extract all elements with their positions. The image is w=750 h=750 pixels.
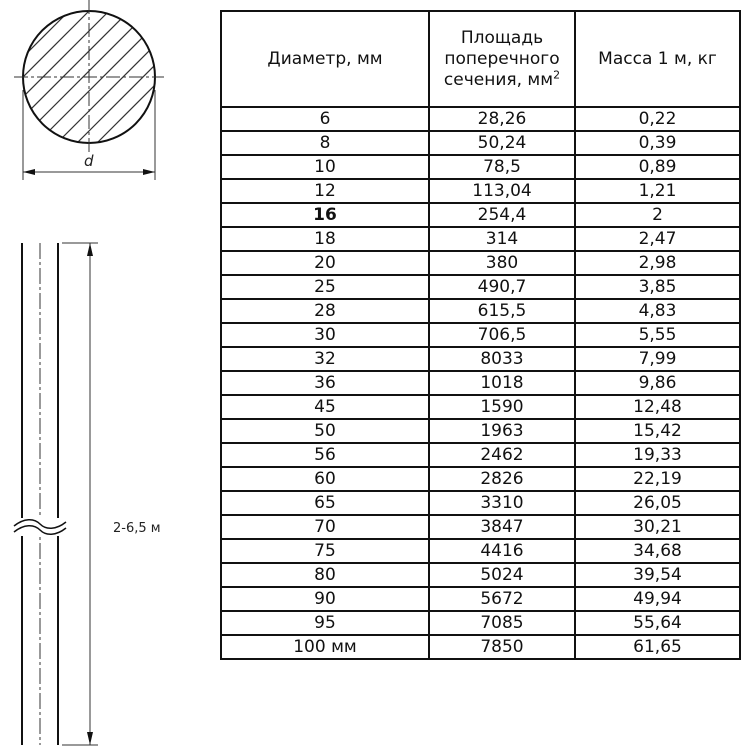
technical-drawing xyxy=(0,0,215,750)
mass-cell: 0,22 xyxy=(575,107,740,131)
length-arrow-top xyxy=(87,243,93,256)
table-row xyxy=(221,179,740,203)
table-row xyxy=(221,587,740,611)
mass-cell: 0,89 xyxy=(575,155,740,179)
area-cell: 615,5 xyxy=(429,299,575,323)
break-gap xyxy=(10,518,72,536)
mass-cell: 26,05 xyxy=(575,491,740,515)
area-cell: 8033 xyxy=(429,347,575,371)
table-header-row xyxy=(221,11,740,107)
diameter-cell: 65 xyxy=(221,491,429,515)
mass-cell: 7,99 xyxy=(575,347,740,371)
mass-cell: 5,55 xyxy=(575,323,740,347)
mass-cell: 22,19 xyxy=(575,467,740,491)
area-cell: 50,24 xyxy=(429,131,575,155)
area-cell: 314 xyxy=(429,227,575,251)
mass-cell: 39,54 xyxy=(575,563,740,587)
diameter-cell: 20 xyxy=(221,251,429,275)
mass-cell: 55,64 xyxy=(575,611,740,635)
table-row xyxy=(221,107,740,131)
table-row xyxy=(221,563,740,587)
length-arrow-bottom xyxy=(87,732,93,745)
table-row xyxy=(221,539,740,563)
area-cell: 1590 xyxy=(429,395,575,419)
table-row xyxy=(221,395,740,419)
table-row xyxy=(221,443,740,467)
mass-cell: 0,39 xyxy=(575,131,740,155)
diameter-symbol: d xyxy=(84,152,94,170)
header-area-text: Площадь поперечного сечения, мм xyxy=(443,27,560,90)
area-cell: 3847 xyxy=(429,515,575,539)
diameter-cell: 75 xyxy=(221,539,429,563)
diameter-cell: 28 xyxy=(221,299,429,323)
dimension-arrow-right xyxy=(143,169,155,175)
diameter-cell: 100 мм xyxy=(221,635,429,659)
mass-cell: 9,86 xyxy=(575,371,740,395)
diameter-cell: 32 xyxy=(221,347,429,371)
table-body xyxy=(221,107,740,659)
diameter-cell: 95 xyxy=(221,611,429,635)
diameter-cell: 45 xyxy=(221,395,429,419)
area-cell: 490,7 xyxy=(429,275,575,299)
table-row xyxy=(221,227,740,251)
mass-cell: 2 xyxy=(575,203,740,227)
diameter-cell: 60 xyxy=(221,467,429,491)
area-cell: 1018 xyxy=(429,371,575,395)
table-row xyxy=(221,515,740,539)
diameter-cell: 90 xyxy=(221,587,429,611)
area-cell: 706,5 xyxy=(429,323,575,347)
header-diameter: Диаметр, мм xyxy=(221,11,429,107)
mass-cell: 12,48 xyxy=(575,395,740,419)
area-cell: 7850 xyxy=(429,635,575,659)
area-cell: 5024 xyxy=(429,563,575,587)
area-cell: 1963 xyxy=(429,419,575,443)
diameter-cell: 8 xyxy=(221,131,429,155)
mass-cell: 61,65 xyxy=(575,635,740,659)
mass-cell: 2,98 xyxy=(575,251,740,275)
area-cell: 254,4 xyxy=(429,203,575,227)
mass-cell: 3,85 xyxy=(575,275,740,299)
header-mass: Масса 1 м, кг xyxy=(575,11,740,107)
header-area xyxy=(429,11,575,107)
area-cell: 3310 xyxy=(429,491,575,515)
diameter-cell: 30 xyxy=(221,323,429,347)
area-cell: 7085 xyxy=(429,611,575,635)
diameter-cell: 70 xyxy=(221,515,429,539)
header-area-superscript: 2 xyxy=(553,67,561,81)
area-cell: 28,26 xyxy=(429,107,575,131)
table-row xyxy=(221,635,740,659)
table-row xyxy=(221,371,740,395)
mass-cell: 1,21 xyxy=(575,179,740,203)
table-row xyxy=(221,275,740,299)
diameter-cell: 80 xyxy=(221,563,429,587)
diameter-cell: 16 xyxy=(221,203,429,227)
cross-section-view xyxy=(0,0,215,220)
table-row xyxy=(221,131,740,155)
area-cell: 113,04 xyxy=(429,179,575,203)
dimension-arrow-left xyxy=(23,169,35,175)
diameter-cell: 18 xyxy=(221,227,429,251)
mass-cell: 15,42 xyxy=(575,419,740,443)
table-row xyxy=(221,611,740,635)
mass-cell: 49,94 xyxy=(575,587,740,611)
diameter-cell: 25 xyxy=(221,275,429,299)
diameter-cell: 56 xyxy=(221,443,429,467)
area-cell: 2826 xyxy=(429,467,575,491)
rod-specification-table xyxy=(220,10,741,660)
area-cell: 2462 xyxy=(429,443,575,467)
table-row xyxy=(221,467,740,491)
diameter-cell: 12 xyxy=(221,179,429,203)
diameter-cell: 36 xyxy=(221,371,429,395)
area-cell: 78,5 xyxy=(429,155,575,179)
mass-cell: 30,21 xyxy=(575,515,740,539)
rod-side-view xyxy=(10,243,161,745)
diameter-cell: 50 xyxy=(221,419,429,443)
table-row xyxy=(221,251,740,275)
area-cell: 4416 xyxy=(429,539,575,563)
table-row xyxy=(221,203,740,227)
table-row xyxy=(221,155,740,179)
table-row xyxy=(221,323,740,347)
table-row xyxy=(221,419,740,443)
mass-cell: 2,47 xyxy=(575,227,740,251)
diameter-cell: 6 xyxy=(221,107,429,131)
table-row xyxy=(221,299,740,323)
area-cell: 380 xyxy=(429,251,575,275)
area-cell: 5672 xyxy=(429,587,575,611)
length-label: 2-6,5 м xyxy=(113,521,161,536)
mass-cell: 34,68 xyxy=(575,539,740,563)
mass-cell: 19,33 xyxy=(575,443,740,467)
table-row xyxy=(221,347,740,371)
table-row xyxy=(221,491,740,515)
diameter-cell: 10 xyxy=(221,155,429,179)
mass-cell: 4,83 xyxy=(575,299,740,323)
